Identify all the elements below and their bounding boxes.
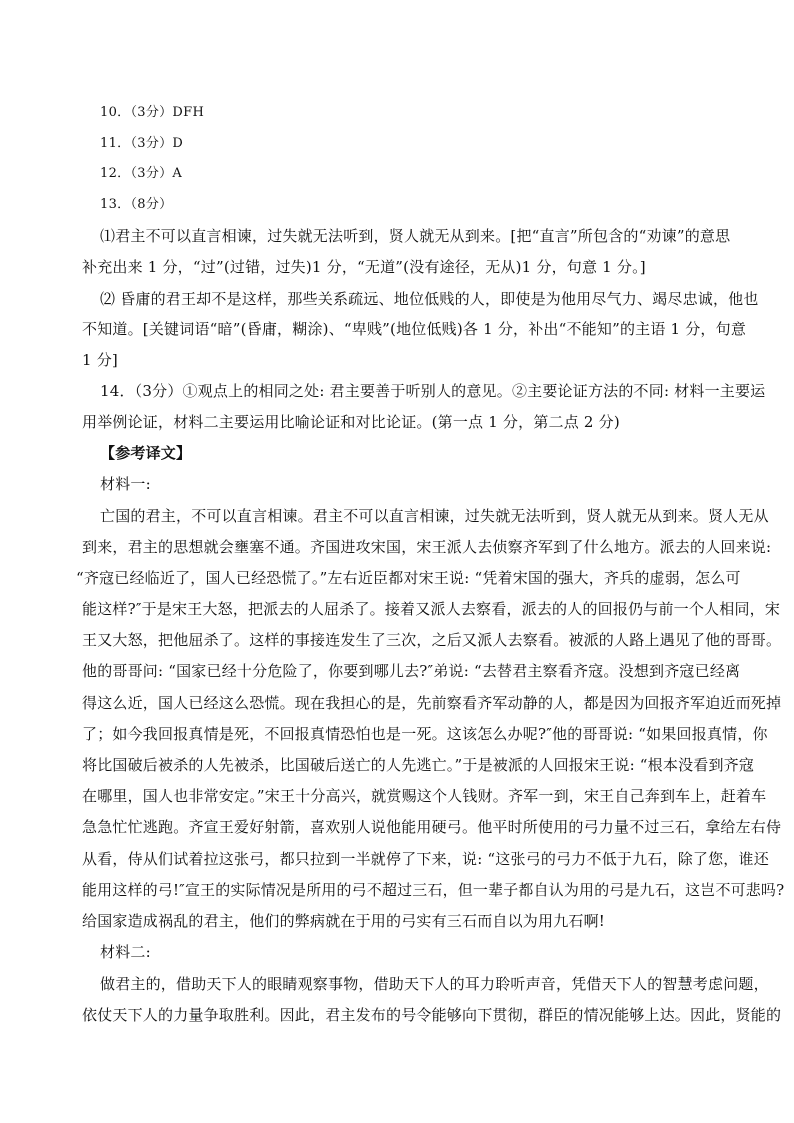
material1-line: 能用这样的弓!″宣王的实际情况是所用的弓不超过三石，但一辈子都自认为用的弓是九石，这岂不可悲吗? bbox=[82, 881, 785, 899]
material1-line: 了；如今我回报真情是死，不回报真情恐怕也是一死。这该怎么办呢?″他的哥哥说: “如果回报真情，你 bbox=[82, 725, 768, 743]
q13-part1-line1: ⑴君主不可以直言相谏，过失就无法听到，贤人就无从到来。[把“直言”所包含的“劝谏”的意思 bbox=[100, 227, 731, 245]
answer-10: 10．（3分）DFH bbox=[100, 105, 205, 120]
material1-line: 能这样?″于是宋王大怒，把派去的人屈杀了。接着又派人去察看，派去的人的回报仍与前一个人相同，宋 bbox=[82, 600, 781, 618]
material1-line: 急急忙忙逃跑。齐宣王爱好射箭，喜欢别人说他能用硬弓。他平时所使用的弓力量不过三石，拿给左右侍 bbox=[82, 818, 782, 836]
translation-header: 【参考译文】 bbox=[100, 444, 192, 462]
material2-line: 做君主的，借助天下人的眼睛观察事物，借助天下人的耳力聆听声音，凭借天下人的智慧考虑问题， bbox=[100, 975, 769, 993]
material1-line: 他的哥哥问: “国家已经十分危险了，你要到哪儿去?″弟说: “去替君主察看齐寇。没想到齐寇已经离 bbox=[82, 662, 741, 680]
material1-line: 给国家造成祸乱的君主，他们的弊病就在于用的弓实有三石而自以为用九石啊! bbox=[82, 912, 606, 930]
q13-part2-line2: 不知道。[关键词语“暗”(昏庸，糊涂)、“卑贱”(地位低贱)各 1 分，补出“不能知”的主语 1 分，句意 bbox=[82, 320, 747, 338]
material1-line: “齐寇已经临近了，国人已经恐慌了。”左右近臣都对宋王说: “凭着宋国的强大，齐兵的虚弱，怎么可 bbox=[76, 569, 741, 587]
answer-14-line1: 14．（3分）①观点上的相同之处: 君主要善于听别人的意见。②主要论证方法的不同: 材料一主要运 bbox=[100, 382, 766, 400]
material1-line: 王又大怒，把他屈杀了。这样的事接连发生了三次，之后又派人去察看。被派的人路上遇见了他的哥哥。 bbox=[82, 631, 782, 649]
material1-line: 从看，侍从们试着拉这张弓，都只拉到一半就停了下来，说: “这张弓的弓力不低于九石，除了您，谁还 bbox=[82, 850, 769, 868]
q13-part2-line1: ⑵ 昏庸的君王却不是这样，那些关系疏远、地位低贱的人，即使是为他用尽气力、竭尽忠诚，他也 bbox=[100, 290, 759, 308]
material2-line: 依仗天下人的力量争取胜利。因此，君主发布的号令能够向下贯彻，群臣的情况能够上达。因此，贤能的 bbox=[82, 1006, 782, 1024]
material1-line: 将比国破后被杀的人先被杀，比国破后送亡的人先逃亡。”于是被派的人回报宋王说: “根本没看到齐寇 bbox=[82, 756, 755, 774]
material1-label: 材料一: bbox=[100, 475, 151, 493]
answer-11: 11．（3分）D bbox=[100, 136, 184, 151]
material1-line: 在哪里，国人也非常安定。”宋王十分高兴，就赏赐这个人钱财。齐军一到，宋王自己奔到车上，赶着车 bbox=[82, 787, 767, 805]
material1-line: 得这么近，国人已经这么恐慌。现在我担心的是，先前察看齐军动静的人，都是因为回报齐军迫近而死掉 bbox=[82, 694, 782, 712]
q13-part1-line2: 补充出来 1 分，“过”(过错，过失)1 分，“无道”(没有途径，无从)1 分，句意 1 分。] bbox=[82, 258, 646, 276]
answer-12: 12．（3分）A bbox=[100, 166, 183, 181]
q13-part2-line3: 1 分] bbox=[82, 351, 118, 369]
answer-14-line2: 用举例论证，材料二主要运用比喻论证和对比论证。(第一点 1 分，第二点 2 分) bbox=[82, 413, 620, 431]
material1-line: 亡国的君主，不可以直言相谏。君主不可以直言相谏，过失就无法听到，贤人就无从到来。贤人无从 bbox=[100, 507, 769, 525]
answer-13-header: 13．（8分） bbox=[100, 197, 173, 212]
material1-line: 到来，君主的思想就会壅塞不通。齐国进攻宋国，宋王派人去侦察齐军到了什么地方。派去的人回来说: bbox=[82, 538, 772, 556]
material2-label: 材料二: bbox=[100, 943, 151, 961]
